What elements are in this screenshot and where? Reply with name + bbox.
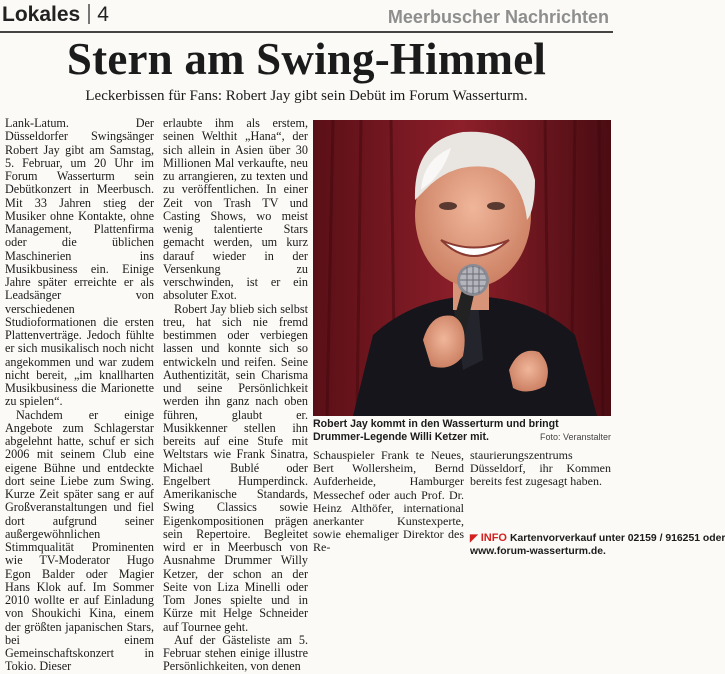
- singer-photo: [313, 120, 611, 416]
- newspaper-name: Meerbuscher Nachrichten: [387, 7, 609, 27]
- article-column-1: [5, 116, 154, 674]
- info-label: INFO: [480, 532, 507, 544]
- paragraph: erlaubte ihm als erstem, seinen Welthit „Hana“, der sich allein in Asien über 30 Millionen Mal verkaufte, neu zu arrangieren, zu texten und zu veröffentlichen. In einer Zeit von Trash TV und Casting Shows, wo meist wenig talentierte Stars gemacht werden, um kurz darauf wieder in der Versenkung zu verschwinden, ist er ein absoluter Exot.: [163, 116, 308, 303]
- caption-text: Robert Jay kommt in den Wasserturm und bringt Drummer-Legende Willi Ketzer mit.: [313, 418, 559, 443]
- paragraph: staurierungszentrums Düsseldorf, ihr Kommen bereits fest zugesagt haben.: [470, 448, 611, 489]
- info-box: [470, 532, 725, 558]
- section-name: Lokales: [2, 3, 81, 26]
- article-column-4: [470, 449, 611, 529]
- arrow-icon: ◤: [470, 533, 478, 544]
- paragraph: Robert Jay blieb sich selbst treu, hat sich nie fremd bestimmen oder verbiegen lassen und konnte sich so entwickeln und reifen. Seine Authentizität, sein Charisma und seine Persönlichkeit werden ihn ganz nach oben führen, glaubt er. Musikkenner stellen ihn bereits auf eine Stufe mit Weltstars wie Frank Sinatra, Michael Bublé oder Engelbert Humperdinck. Amerikanische Standards, Swing Classics sowie Eigenkompositionen prägen sein Repertoire. Begleitet wird er in Meerbusch von Ausnahme Drummer Willy Ketzer, der schon an der Seite von Liza Minelli oder Tom Jones spielte und in Kürze mit Helge Schneider auf Tournee geht.: [163, 301, 308, 634]
- paragraph: Lank-Latum. Der Düsseldorfer Swingsänger Robert Jay gibt am Samstag, 5. Februar, um 20 Uhr im Forum Wasserturm sein Debütkonzert in Meerbusch. Mit 33 Jahren stieg der Musiker ohne Kontakte, ohne Management, Plattenfirma oder die üblichen Maschinerien ins Musikbusiness ein. Einige Jahre später erreichte er als Leadsänger von verschiedenen Studioformationen die ersten Plattenverträge. Jedoch fühlte er sich musikalisch noch nicht angekommen und war zudem nicht bereit, „im knallharten Musikbusiness die Marionette zu spielen“.: [5, 116, 154, 409]
- info-line-1: Kartenvorverkauf unter 02159 / 916251 oder: [509, 533, 725, 544]
- article-subheadline: Leckerbissen für Fans: Robert Jay gibt sein Debüt im Forum Wasserturm.: [85, 88, 528, 104]
- paragraph: Nachdem er einige Angebote zum Schlagerstar abgelehnt hatte, schuf er sich 2006 mit seinem Club eine eigene Bühne und entdeckte dort seine Liebe zum Swing. Kurze Zeit später sang er auf Großveranstaltungen und fiel dort aufgrund seiner außergewöhnlichen Stimmqualität Prominenten wie TV-Moderator Hugo Egon Balder oder Magier Hans Klok auf. Im Sommer 2010 wollte er auf Einladung von Shoukichi Kina, einem der größten japanischen Stars, bei einem Gemeinschaftskonzert in Tokio. Dieser: [5, 407, 154, 674]
- page-number: 4: [97, 3, 109, 26]
- article-column-2: [163, 116, 308, 674]
- photo-caption: [313, 418, 611, 444]
- paragraph: Schauspieler Frank te Neues, Bert Wollersheim, Bernd Aufderheide, Hamburger Messechef oder auch Prof. Dr. Heinz Althöfer, international anerkanter Kunstexperte, sowie ehemaliger Direktor des Re-: [313, 448, 464, 555]
- article-column-3: [313, 449, 464, 580]
- photo-credit: Foto: Veranstalter: [539, 432, 611, 442]
- info-link[interactable]: www.forum-wasserturm.de.: [470, 545, 606, 557]
- singer-photo-image: [313, 120, 611, 416]
- paragraph: Auf der Gästeliste am 5. Februar stehen einige illustre Persönlichkeiten, von denen: [163, 632, 308, 674]
- header-divider: [88, 4, 90, 24]
- article-headline: Stern am Swing-Himmel: [66, 34, 547, 84]
- section-label: [2, 3, 109, 27]
- page-header: [0, 0, 613, 32]
